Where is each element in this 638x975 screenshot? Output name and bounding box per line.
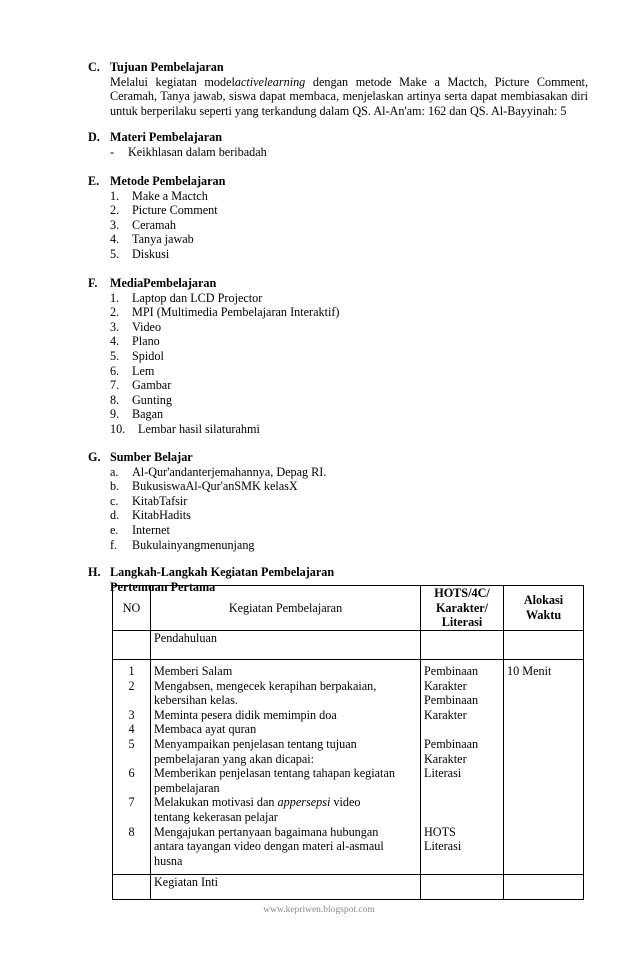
number-column xyxy=(116,664,147,868)
hots-line: Karakter xyxy=(424,707,467,722)
list-text: Lembar hasil silaturahmi xyxy=(138,421,260,436)
list-item xyxy=(110,508,588,523)
list-item xyxy=(110,422,588,437)
activity-line: husna xyxy=(154,853,183,868)
activity-line: pembelajaran yang akan dicapai: xyxy=(154,751,315,766)
list-item xyxy=(110,189,588,204)
section-metode xyxy=(88,174,588,262)
list-text: Plano xyxy=(132,334,160,349)
hots-line: Karakter xyxy=(424,678,467,693)
list-item xyxy=(110,320,588,335)
footer-url: www.kepriwen.blogspot.com xyxy=(263,905,375,915)
list-text: Laptop dan LCD Projector xyxy=(132,290,263,305)
list-item xyxy=(110,378,588,393)
table-row xyxy=(113,660,584,875)
activity-line: Mengajukan pertanyaan bagaimana hubungan xyxy=(154,824,379,839)
tujuan-paragraph: Melalui kegiatan modelactivelearning dengan metode Make a Mactch, Picture Comment, Ceramah, Tanya jawab, siswa dapat membaca, menjelaskan artinya serta dapat membiasakan diri untuk berperilaku seperti yang terkandung dalam QS. Al-An'am: 162 dan QS. Al-Bayyinah: 5 xyxy=(110,74,588,118)
list-item xyxy=(110,291,588,306)
section-title: MediaPembelajaran xyxy=(110,276,217,290)
list-item xyxy=(110,407,588,422)
activity-line: Memberikan penjelasan tentang tahapan kegiatan xyxy=(154,766,395,781)
list-text: Lem xyxy=(132,363,155,378)
list-number: 1. xyxy=(110,188,120,203)
list-number: f. xyxy=(110,537,118,552)
list-item xyxy=(110,247,588,262)
list-text: Internet xyxy=(132,522,170,537)
hots-line xyxy=(424,781,500,796)
list-text: MPI (Multimedia Pembelajaran Interaktif) xyxy=(132,305,340,320)
metode-list xyxy=(88,189,588,262)
section-media xyxy=(88,276,588,437)
list-number: 5. xyxy=(110,246,120,261)
section-tujuan xyxy=(88,60,588,118)
section-letter: C. xyxy=(88,60,100,74)
hots-line: Literasi xyxy=(424,839,462,854)
step-number xyxy=(116,752,147,767)
meeting-subtitle: Pertemuan Pertama xyxy=(110,579,216,594)
list-number: 1. xyxy=(110,290,120,305)
list-text: BukusiswaAl-Qur'anSMK kelasX xyxy=(132,479,298,494)
list-number: 3. xyxy=(110,319,120,334)
list-text: KitabTafsir xyxy=(132,493,188,508)
phase-label-pendahuluan: Pendahuluan xyxy=(151,631,421,660)
step-number xyxy=(116,839,147,854)
hots-line xyxy=(424,722,500,737)
list-item xyxy=(110,203,588,218)
activity-line: antara tayangan video dengan materi al-asmaul xyxy=(154,839,384,854)
hots-line: Pembinaan xyxy=(424,664,479,678)
list-text: Diskusi xyxy=(132,246,170,261)
table-row xyxy=(113,875,584,900)
hots-line: Pembinaan xyxy=(424,736,479,751)
media-list xyxy=(88,291,588,437)
phase-label-inti: Kegiatan Inti xyxy=(151,875,421,900)
step-number: 4 xyxy=(128,722,135,737)
step-number: 6 xyxy=(128,766,135,781)
list-text: Bukulainyangmenunjang xyxy=(132,537,255,552)
hots-column xyxy=(424,664,500,868)
hots-line: HOTS xyxy=(424,824,456,839)
activity-table xyxy=(112,585,584,900)
list-number: 3. xyxy=(110,217,120,232)
list-number: d. xyxy=(110,508,120,523)
list-item xyxy=(110,334,588,349)
step-number: 3 xyxy=(128,707,135,722)
step-number xyxy=(116,693,147,708)
section-title: Metode Pembelajaran xyxy=(110,174,226,188)
activity-line: Melakukan motivasi dan appersepsi video xyxy=(154,795,361,810)
list-text: Al-Qur'andanterjemahannya, Depag RI. xyxy=(132,464,327,479)
section-letter: E. xyxy=(88,174,100,188)
list-text: Gunting xyxy=(132,392,172,407)
list-number: 4. xyxy=(110,232,120,247)
header-alokasi: Alokasi Waktu xyxy=(504,586,584,631)
list-text: Make a Mactch xyxy=(132,188,208,203)
header-no: NO xyxy=(113,586,151,631)
list-number: 2. xyxy=(110,305,120,320)
activity-line: Membaca ayat quran xyxy=(154,722,257,737)
activity-line: Meminta pesera didik memimpin doa xyxy=(154,707,337,722)
step-number xyxy=(116,781,147,796)
list-text: Spidol xyxy=(132,348,164,363)
alokasi-value: 10 Menit xyxy=(504,660,584,875)
hots-line xyxy=(424,854,500,869)
list-number: b. xyxy=(110,479,120,494)
section-title: Langkah-Langkah Kegiatan Pembelajaran xyxy=(110,565,335,579)
hots-line xyxy=(424,795,500,810)
list-text: Ceramah xyxy=(132,217,176,232)
italic-term: appersepsi xyxy=(277,795,331,810)
list-item xyxy=(110,305,588,320)
section-sumber xyxy=(88,450,588,552)
hots-line xyxy=(424,810,500,825)
activity-column xyxy=(154,664,417,868)
list-number: 6. xyxy=(110,363,120,378)
step-number: 2 xyxy=(128,678,135,693)
list-text: Picture Comment xyxy=(132,203,218,218)
section-letter: F. xyxy=(88,276,98,290)
list-number: 5. xyxy=(110,348,120,363)
table-row xyxy=(113,631,584,660)
step-number: 7 xyxy=(128,795,135,810)
activity-line: kebersihan kelas. xyxy=(154,693,238,708)
list-item xyxy=(110,494,588,509)
list-number: 7. xyxy=(110,378,120,393)
list-number: 4. xyxy=(110,334,120,349)
list-number: c. xyxy=(110,493,119,508)
section-letter: H. xyxy=(88,565,101,579)
list-item: - Keikhlasan dalam beribadah xyxy=(110,144,267,159)
section-title: Materi Pembelajaran xyxy=(110,130,223,144)
activity-line: Menyampaikan penjelasan tentang tujuan xyxy=(154,736,357,751)
section-title: Tujuan Pembelajaran xyxy=(110,60,224,74)
hots-line: Karakter xyxy=(424,751,467,766)
list-number: 9. xyxy=(110,407,120,422)
list-text: Bagan xyxy=(132,407,164,422)
list-text: KitabHadits xyxy=(132,508,191,523)
section-letter: D. xyxy=(88,130,100,144)
step-number xyxy=(116,854,147,869)
activity-line: pembelajaran xyxy=(154,780,220,795)
list-number: e. xyxy=(110,522,119,537)
list-number: 8. xyxy=(110,392,120,407)
step-number: 5 xyxy=(128,736,135,751)
section-materi xyxy=(88,130,588,159)
list-number: a. xyxy=(110,464,119,479)
step-number: 8 xyxy=(128,824,135,839)
step-number: 1 xyxy=(128,664,135,678)
list-text: Gambar xyxy=(132,378,172,393)
list-item xyxy=(110,364,588,379)
section-title: Sumber Belajar xyxy=(110,450,193,464)
section-letter: G. xyxy=(88,450,101,464)
list-number: 10. xyxy=(110,421,126,436)
sumber-list xyxy=(88,465,588,553)
step-number xyxy=(116,810,147,825)
list-item xyxy=(110,465,588,480)
list-item xyxy=(110,523,588,538)
list-item xyxy=(110,538,588,553)
table-header-row xyxy=(113,586,584,631)
list-text: Tanya jawab xyxy=(132,232,194,247)
activity-line: tentang kekerasan pelajar xyxy=(154,809,278,824)
header-kegiatan: Kegiatan Pembelajaran xyxy=(151,586,421,631)
list-text: Video xyxy=(132,319,162,334)
list-item xyxy=(110,218,588,233)
activity-line: Mengabsen, mengecek kerapihan berpakaian, xyxy=(154,678,377,693)
header-hots: HOTS/4C/ Karakter/ Literasi xyxy=(421,586,504,631)
activity-line: Memberi Salam xyxy=(154,664,233,678)
hots-line: Literasi xyxy=(424,766,462,781)
list-item xyxy=(110,232,588,247)
list-item xyxy=(110,393,588,408)
list-item xyxy=(110,349,588,364)
list-number: 2. xyxy=(110,203,120,218)
hots-line: Pembinaan xyxy=(424,693,479,708)
list-item xyxy=(110,479,588,494)
